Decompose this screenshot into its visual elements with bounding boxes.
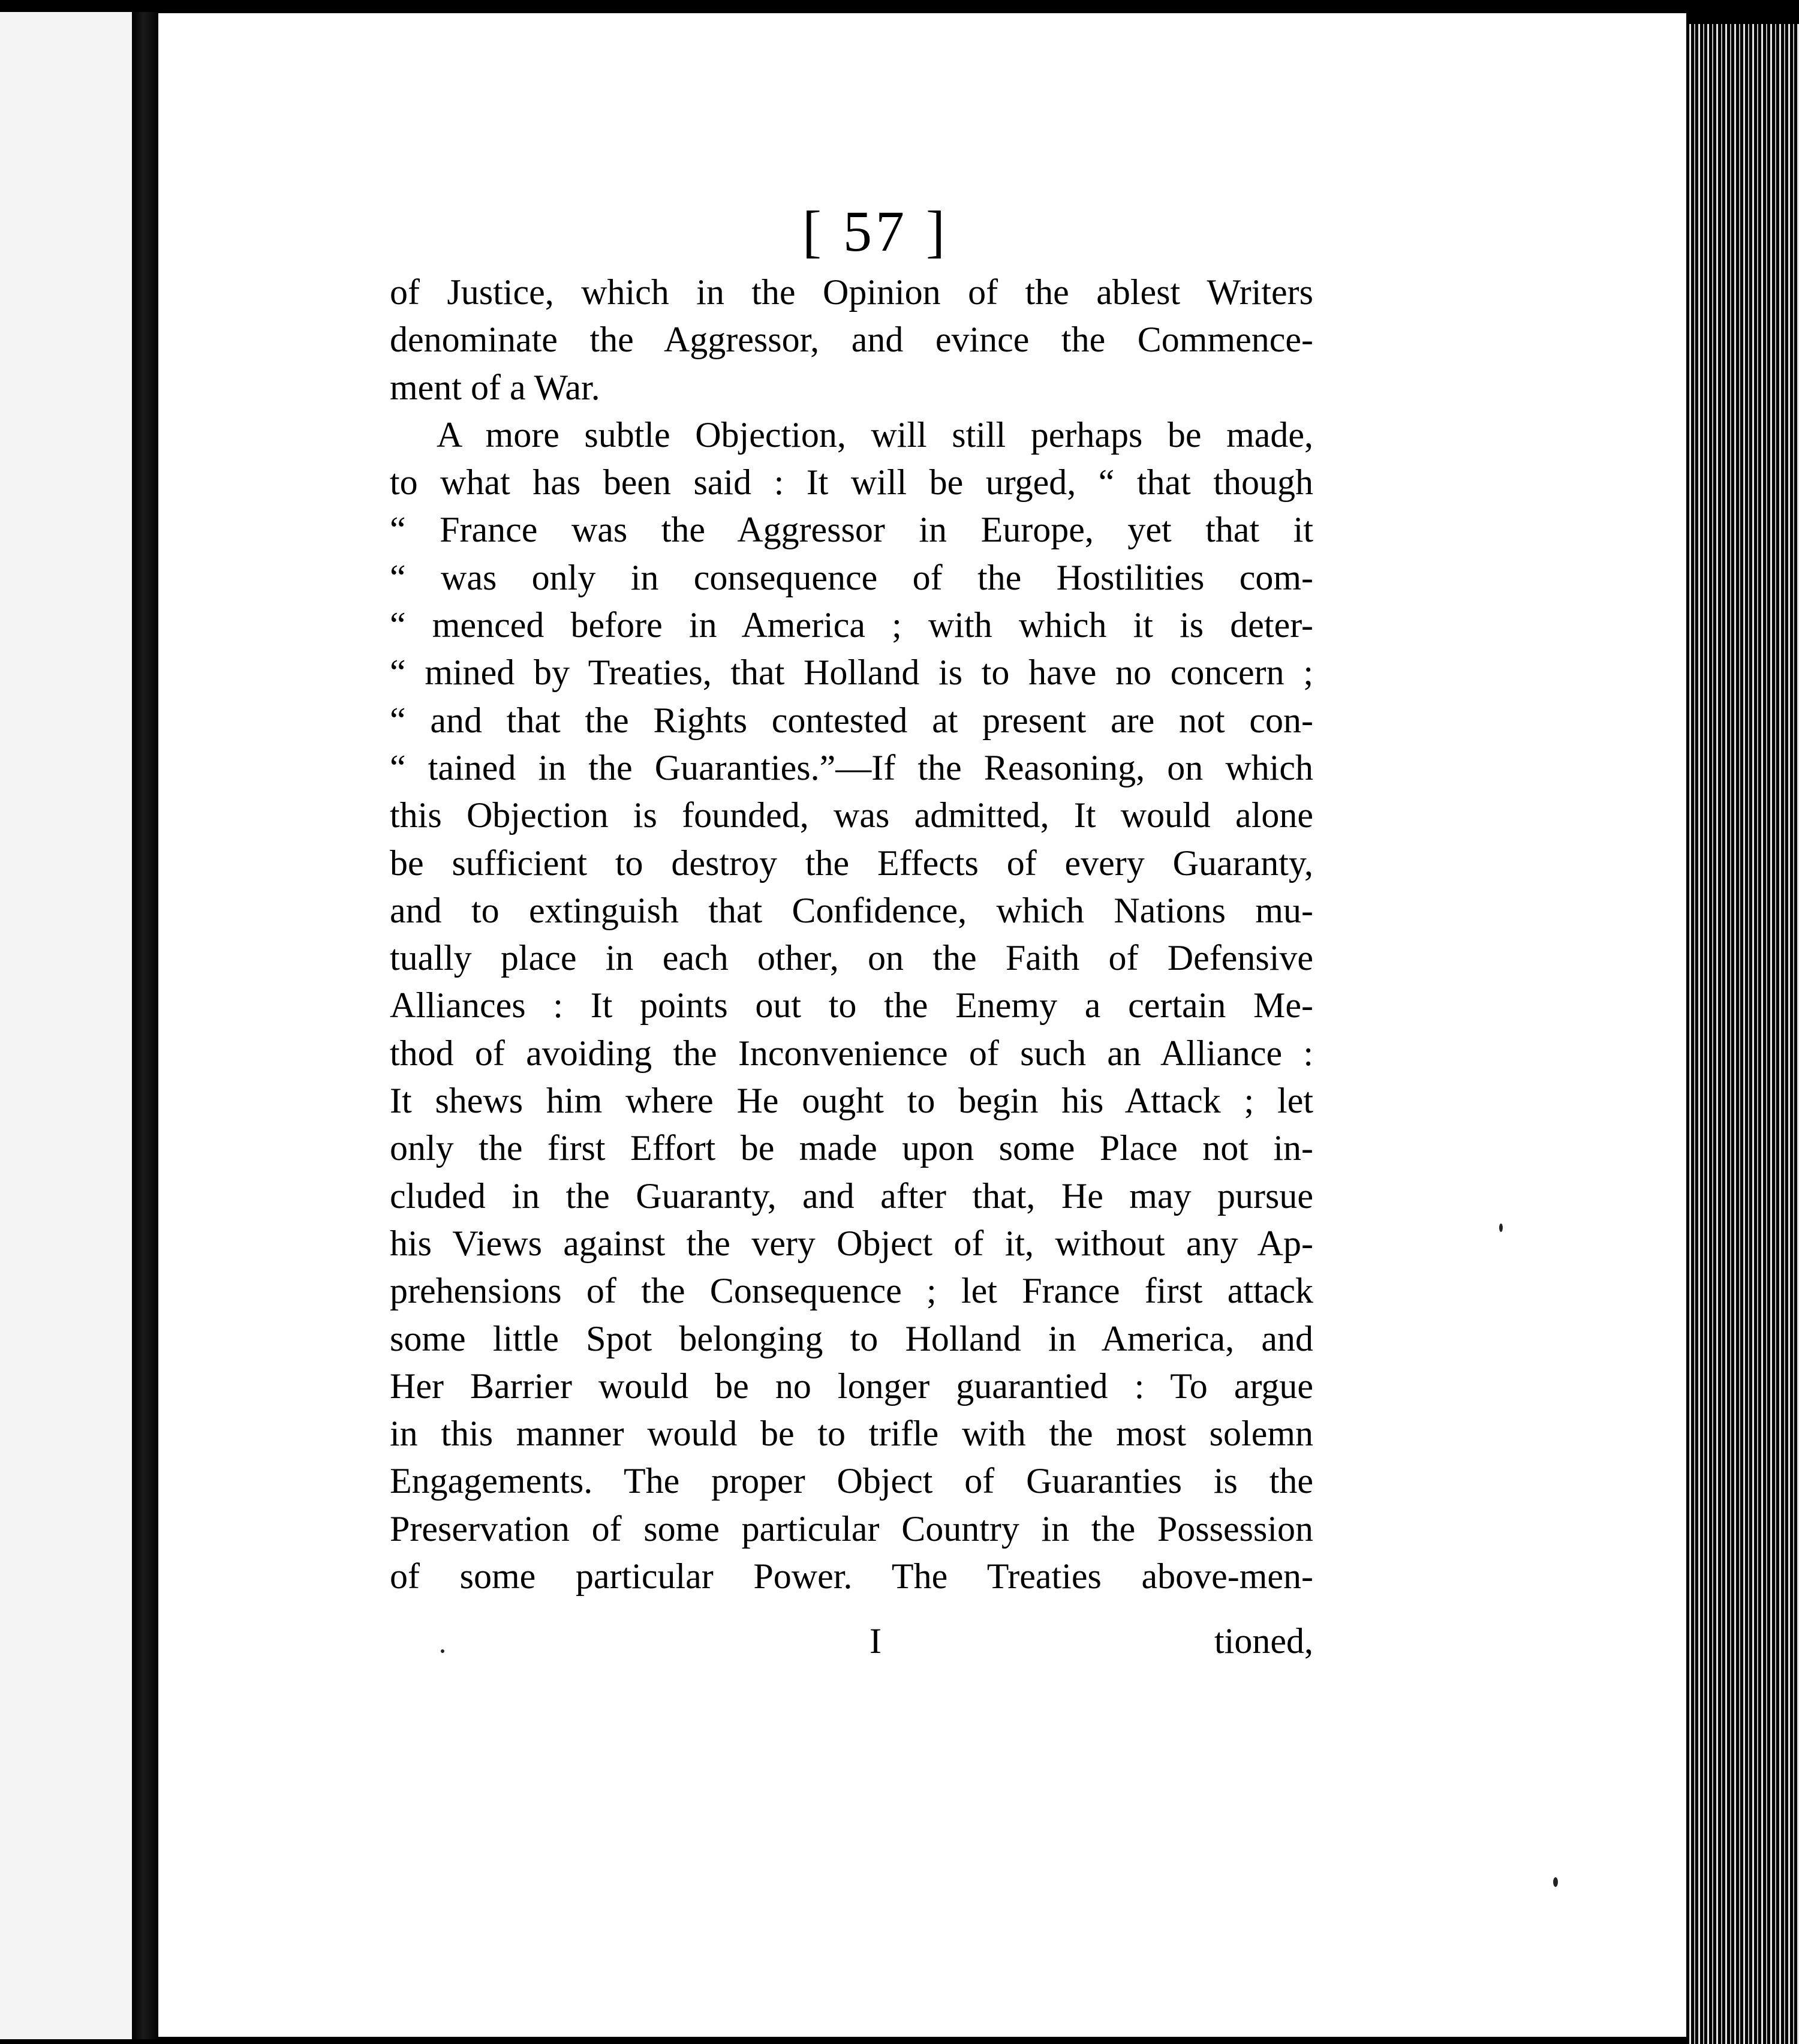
text-line: thod of avoiding the Inconvenience of such an Alliance : [390,1033,1313,1073]
text-line: in this manner would be to trifle with the most solemn [390,1414,1313,1454]
text-line: It shews him where He ought to begin his Attack ; let [390,1081,1313,1121]
text-line: this Objection is founded, was admitted, It would alone [390,795,1313,835]
text-line: Alliances : It points out to the Enemy a certain Me- [390,985,1313,1026]
text-line: “ was only in consequence of the Hostilities com- [390,557,1313,597]
text-line: be sufficient to destroy the Effects of every Guaranty, [390,843,1313,883]
catchword: tioned, [1214,1621,1313,1661]
text-line: denominate the Aggressor, and evince the Commence- [390,320,1313,360]
text-line: of some particular Power. The Treaties above-men- [390,1556,1313,1597]
text-line: and to extinguish that Confidence, which Nations mu- [390,890,1313,930]
ink-speck [441,1649,444,1653]
page-footer [390,1621,1313,1669]
text-line: “ mined by Treaties, that Holland is to have no concern ; [390,653,1313,693]
text-line: “ and that the Rights contested at present are not con- [390,700,1313,740]
text-line: Her Barrier would be no longer guarantied : To argue [390,1366,1313,1406]
text-line: of Justice, which in the Opinion of the ablest Writers [390,272,1313,312]
ink-speck [1499,1224,1503,1232]
text-line: “ tained in the Guaranties.”—If the Reasoning, on which [390,747,1313,787]
text-line: tually place in each other, on the Faith of Defensive [390,938,1313,978]
body-text [390,269,1313,1600]
text-line: prehensions of the Consequence ; let France first attack [390,1271,1313,1311]
paragraph-start-line: A more subtle Objection, will still perhaps be made, [437,414,1313,455]
text-line: to what has been said : It will be urged, “ that though [390,462,1313,503]
page-number: [ 57 ] [802,199,949,263]
text-line: Preservation of some particular Country in the Possession [390,1508,1313,1549]
facing-page-edge [0,12,132,2039]
text-line: “ France was the Aggressor in Europe, yet that it [390,510,1313,550]
text-line: some little Spot belonging to Holland in America, and [390,1318,1313,1358]
page-edges [1686,0,1799,2044]
text-line: only the first Effort be made upon some Place not in- [390,1128,1313,1168]
text-line: “ menced before in America ; with which it is deter- [390,605,1313,645]
text-line: Engagements. The proper Object of Guaranties is the [390,1461,1313,1501]
text-line: ment of a War. [390,367,600,407]
text-line: cluded in the Guaranty, and after that, He may pursue [390,1176,1313,1216]
ink-speck [1553,1877,1558,1887]
book-gutter [132,12,161,2039]
text-line: his Views against the very Object of it, without any Ap- [390,1223,1313,1263]
signature-mark: I [870,1621,882,1661]
